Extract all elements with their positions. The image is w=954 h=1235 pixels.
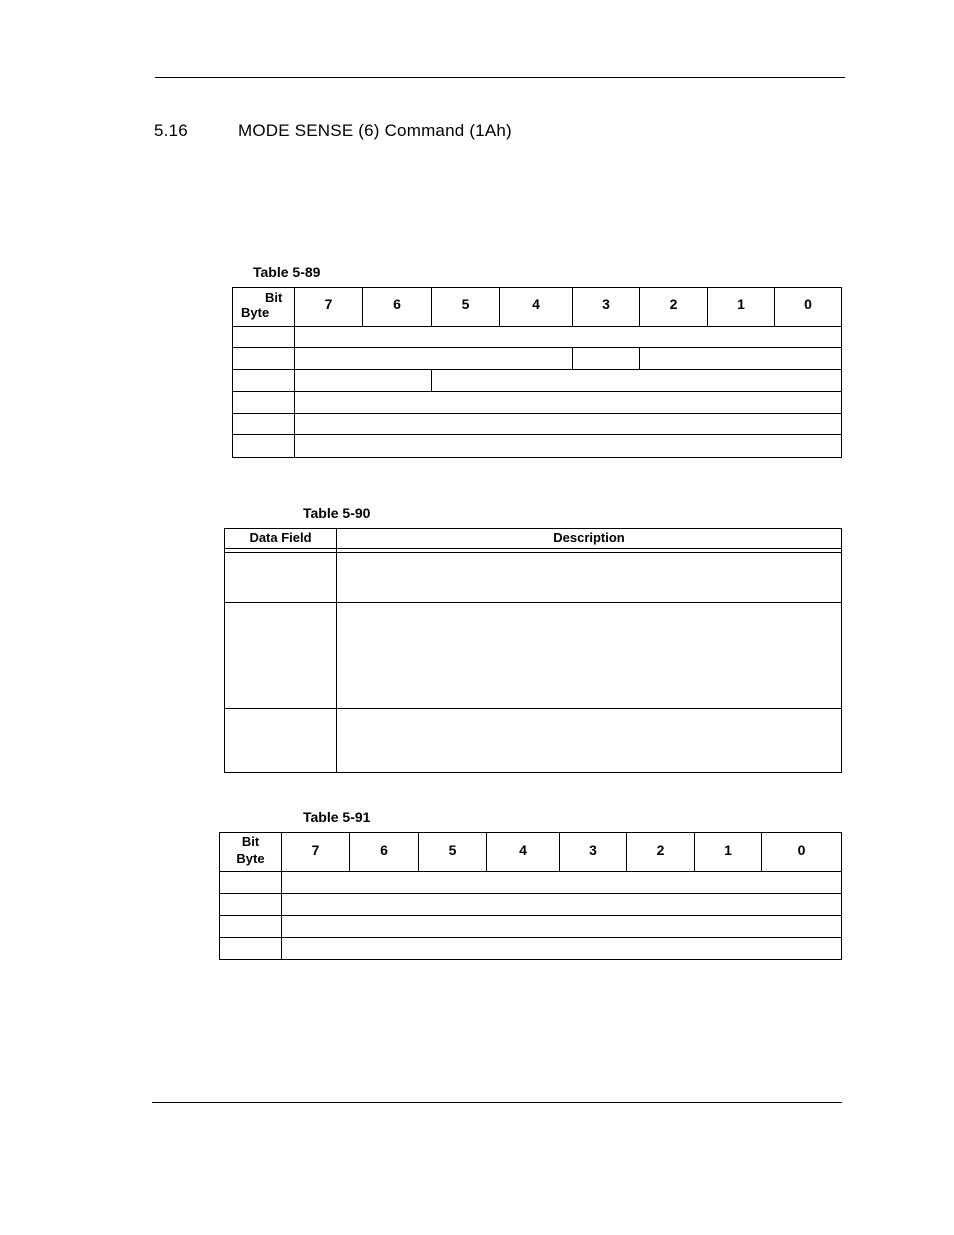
table-89-bit-5: 5 — [461, 296, 470, 312]
table-89-bit-2: 2 — [669, 296, 678, 312]
table-89-row — [232, 391, 842, 392]
table-90-row — [224, 708, 842, 709]
table-89-bit-6: 6 — [393, 296, 401, 312]
table-91-bit-5: 5 — [448, 842, 457, 858]
table-89-bit-label: Bit — [265, 290, 283, 305]
table-91-bit-6: 6 — [380, 842, 388, 858]
table-91-bit-4: 4 — [519, 842, 527, 858]
table-89-row — [232, 326, 842, 327]
table-91-bit-0: 0 — [797, 842, 806, 858]
header-rule — [155, 77, 845, 78]
table-89-row — [232, 347, 842, 348]
table-90-col-description: Description — [553, 530, 625, 545]
table-89-bit-7: 7 — [324, 296, 333, 312]
table-89-byte-label: Byte — [241, 305, 270, 320]
table-91-bit-7: 7 — [311, 842, 320, 858]
table-90-caption: Table 5-90 — [303, 505, 371, 521]
table-89-row — [232, 413, 842, 414]
table-89-bit-0: 0 — [804, 296, 812, 312]
table-89-caption: Table 5-89 — [253, 264, 321, 280]
table-90-col-data-field: Data Field — [249, 530, 312, 545]
table-90-frame — [224, 528, 842, 773]
table-91-bit-3: 3 — [589, 842, 597, 858]
table-91-bit-1: 1 — [724, 842, 732, 858]
table-89-bit-1: 1 — [737, 296, 745, 312]
table-91-row — [219, 937, 842, 938]
table-91-row — [219, 915, 842, 916]
table-91-bit-2: 2 — [656, 842, 665, 858]
table-89-bit-3: 3 — [602, 296, 610, 312]
table-91-caption: Table 5-91 — [303, 809, 371, 825]
table-91-row — [219, 893, 842, 894]
section-title: MODE SENSE (6) Command (1Ah) — [238, 121, 512, 140]
table-89-frame — [232, 287, 842, 458]
table-91-byte-label: Byte — [236, 851, 265, 866]
table-91-row — [219, 871, 842, 872]
table-89-row — [232, 434, 842, 435]
footer-rule — [152, 1102, 842, 1103]
table-89-row — [232, 369, 842, 370]
table-90-row — [224, 602, 842, 603]
table-89-bit-4: 4 — [532, 296, 540, 312]
table-91-bit-label: Bit — [241, 834, 260, 849]
section-number: 5.16 — [154, 121, 188, 140]
